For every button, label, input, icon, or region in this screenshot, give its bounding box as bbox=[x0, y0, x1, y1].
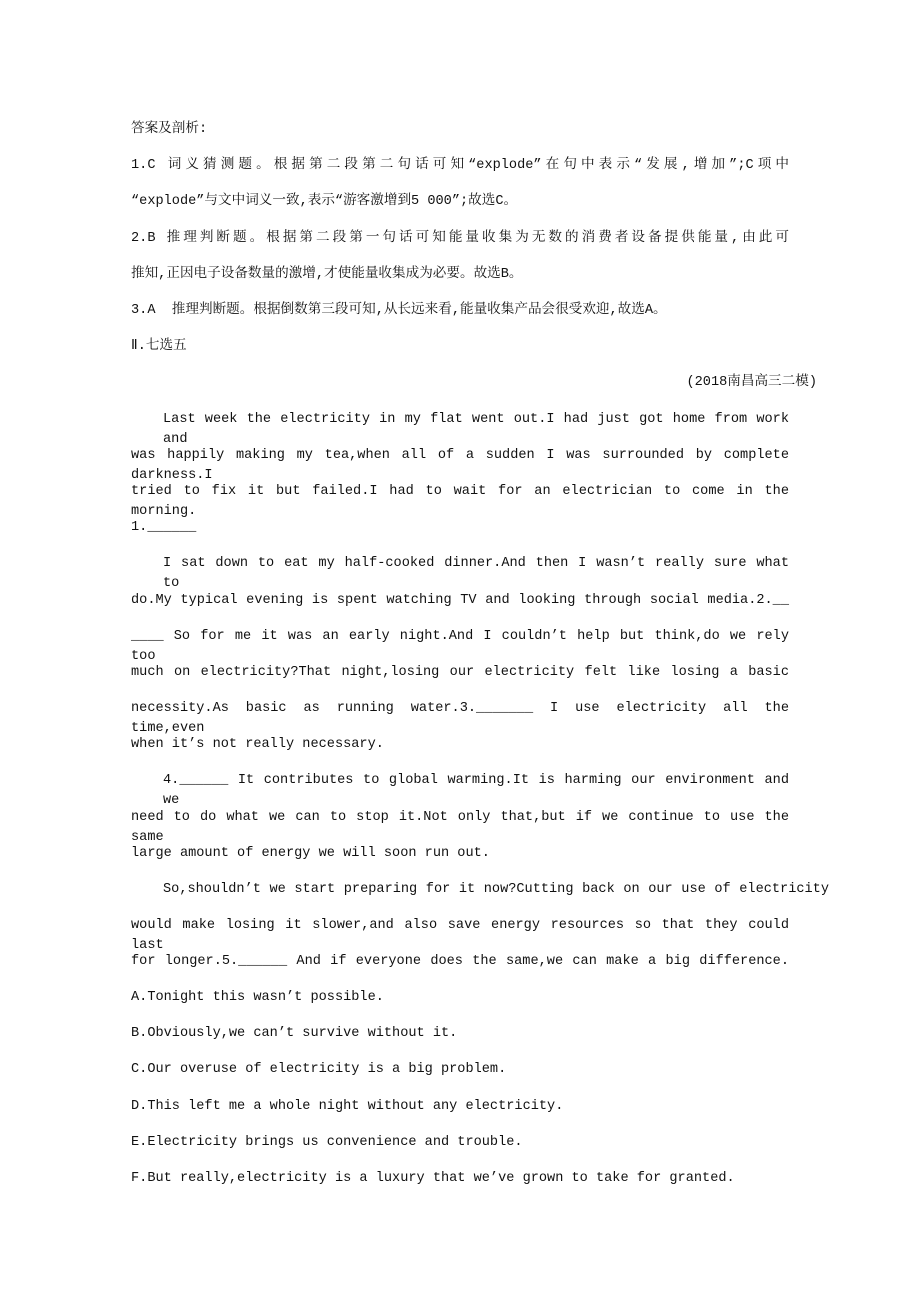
text-line: much on electricity?That night,losing our electricity felt like losing a basic bbox=[131, 665, 789, 680]
text-line: large amount of energy we will soon run out. bbox=[131, 846, 490, 861]
text-line: B.Obviously,we can’t survive without it. bbox=[131, 1026, 458, 1041]
text-line: when it’s not really necessary. bbox=[131, 737, 384, 752]
text-line: would make losing it slower,and also save energy resources so that they could last bbox=[131, 918, 789, 953]
text-line: E.Electricity brings us convenience and trouble. bbox=[131, 1135, 523, 1150]
text-line: A.Tonight this wasn’t possible. bbox=[131, 990, 384, 1005]
text-line: “explode”与文中词义一致,表示“游客激增到5 000”;故选C。 bbox=[131, 194, 518, 209]
text-line: I sat down to eat my half-cooked dinner.And then I wasn’t really sure what to bbox=[163, 556, 789, 591]
text-line: for longer.5.______ And if everyone does the same,we can make a big difference. bbox=[131, 954, 789, 969]
text-line: tried to fix it but failed.I had to wait for an electrician to come in the morning. bbox=[131, 484, 789, 519]
text-line: So,shouldn’t we start preparing for it now?Cutting back on our use of electricity bbox=[163, 882, 829, 897]
text-line: 3.A 推理判断题。根据倒数第三段可知,从长远来看,能量收集产品会很受欢迎,故选A。 bbox=[131, 303, 667, 318]
text-line: 2.B 推理判断题。根据第二段第一句话可知能量收集为无数的消费者设备提供能量,由此可 bbox=[131, 231, 789, 246]
text-line: D.This left me a whole night without any electricity. bbox=[131, 1099, 564, 1114]
text-line: Ⅱ.七选五 bbox=[131, 339, 187, 354]
text-line: Last week the electricity in my flat went out.I had just got home from work and bbox=[163, 412, 789, 447]
text-line: necessity.As basic as running water.3._______ I use electricity all the time,even bbox=[131, 701, 789, 736]
text-line: was happily making my tea,when all of a sudden I was surrounded by complete darkness.I bbox=[131, 448, 789, 483]
text-line: 1.______ bbox=[131, 520, 197, 535]
text-line: do.My typical evening is spent watching TV and looking through social media.2.__ bbox=[131, 593, 789, 608]
text-line: ____ So for me it was an early night.And I couldn’t help but think,do we rely too bbox=[131, 629, 789, 664]
text-line: C.Our overuse of electricity is a big problem. bbox=[131, 1062, 507, 1077]
text-line: F.But really,electricity is a luxury that we’ve grown to take for granted. bbox=[131, 1171, 735, 1186]
text-line: 推知,正因电子设备数量的激增,才使能量收集成为必要。故选B。 bbox=[131, 267, 523, 282]
text-line: (2018南昌高三二模) bbox=[686, 375, 817, 390]
text-line: 答案及剖析: bbox=[131, 122, 208, 137]
text-line: need to do what we can to stop it.Not only that,but if we continue to use the same bbox=[131, 810, 789, 845]
text-line: 1.C 词义猜测题。根据第二段第二句话可知“explode”在句中表示“发展,增加”;C项中 bbox=[131, 158, 789, 173]
text-line: 4.______ It contributes to global warming.It is harming our environment and we bbox=[163, 773, 789, 808]
